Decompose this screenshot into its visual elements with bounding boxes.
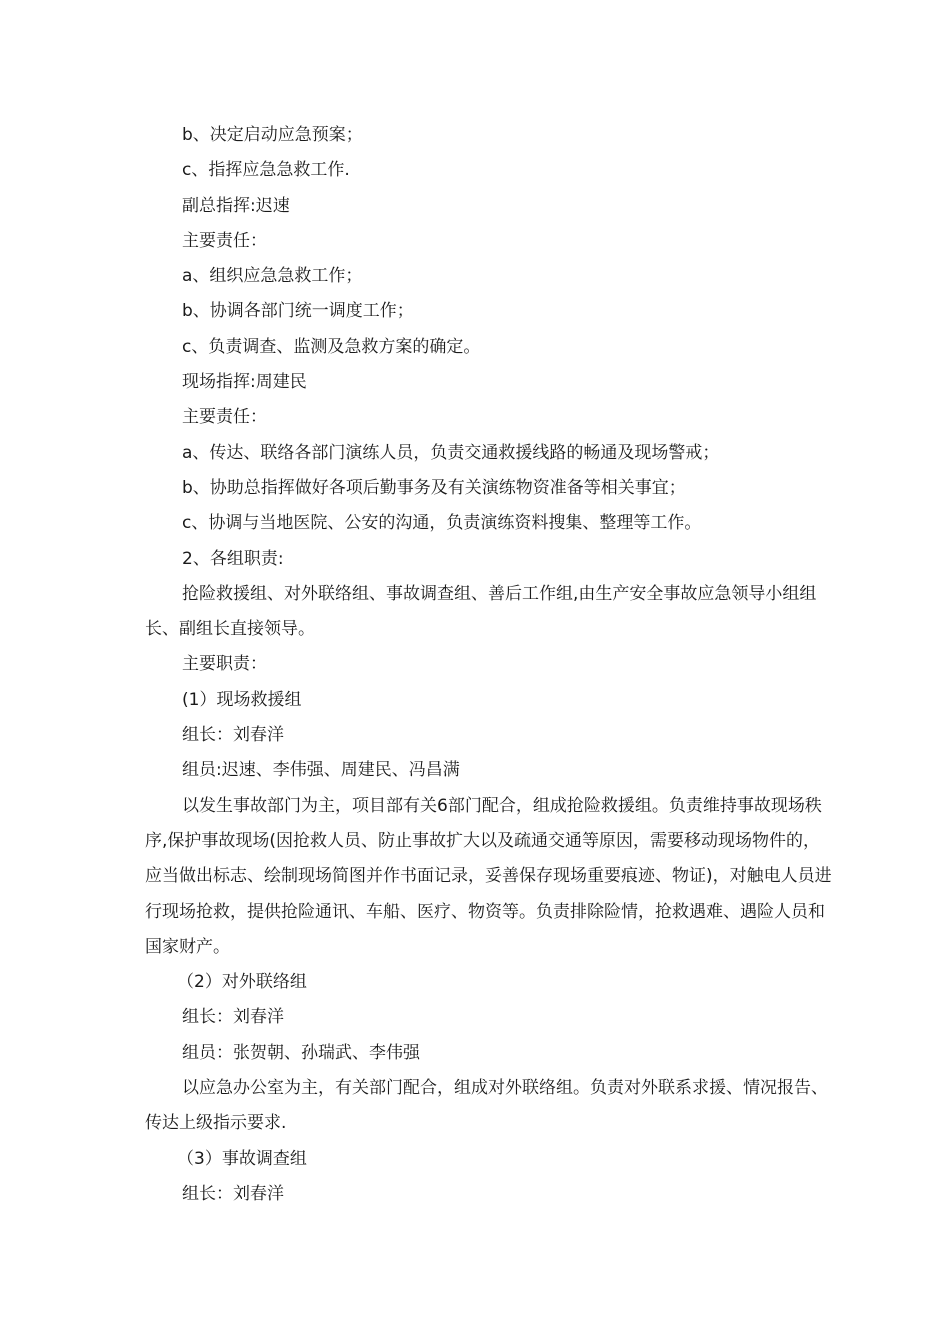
main-duty-heading: 主要职责： [182,654,267,675]
group-2-members: 组员：张贺朝、孙瑞武、李伟强 [182,1042,420,1063]
deputy-duty-c: c、负责调查、监测及急救方案的确定。 [182,336,481,357]
section-heading-groups: 2、各组职责: [182,548,284,569]
site-duty-c: c、协调与当地医院、公安的沟通，负责演练资料搜集、整理等工作。 [182,513,702,534]
group-1-title: (1）现场救援组 [182,689,302,710]
site-commander: 现场指挥:周建民 [182,372,307,393]
group-1-description: 以发生事故部门为主，项目部有关6部门配合，组成抢险救援组。负责维持事故现场秩序,保护事故现场(因抢救人员、防止事故扩大以及疏通交通等原因，需要移动现场物件的，应当做出标志、绘制现场简图并作书面记录，妥善保存现场重要痕迹、物证)，对触电人员进行现场抢救，提供抢险通讯、车船、医疗、物资等。负责排除险情，抢救遇难、遇险人员和国家财产。 [145,795,832,957]
duty-line-c: c、指挥应急急救工作. [182,160,350,181]
group-2-title: （2）对外联络组 [177,972,307,993]
deputy-commander: 副总指挥:迟速 [182,195,290,216]
responsibility-heading-2: 主要责任： [182,407,267,428]
group-1-members: 组员:迟速、李伟强、周建民、冯昌满 [182,760,460,781]
deputy-duty-b: b、协调各部门统一调度工作； [182,301,414,322]
group-2-description: 以应急办公室为主，有关部门配合，组成对外联络组。负责对外联系求援、情况报告、传达上级指示要求. [145,1078,828,1134]
site-duty-b: b、协助总指挥做好各项后勤事务及有关演练物资准备等相关事宜； [182,477,686,498]
groups-intro-paragraph: 抢险救援组、对外联络组、事故调查组、善后工作组,由生产安全事故应急领导小组组长、副组长直接领导。 [145,583,817,640]
group-3-title: （3）事故调查组 [177,1148,307,1169]
group-3-leader: 组长：刘春洋 [182,1183,284,1204]
responsibility-heading: 主要责任： [182,230,267,251]
deputy-duty-a: a、组织应急急救工作； [182,266,363,287]
group-2-leader: 组长：刘春洋 [182,1007,284,1028]
document-body [145,118,835,1212]
duty-line-b: b、决定启动应急预案； [182,125,363,145]
group-1-leader: 组长：刘春洋 [182,725,284,746]
site-duty-a: a、传达、联络各部门演练人员，负责交通救援线路的畅通及现场警戒； [182,442,720,463]
